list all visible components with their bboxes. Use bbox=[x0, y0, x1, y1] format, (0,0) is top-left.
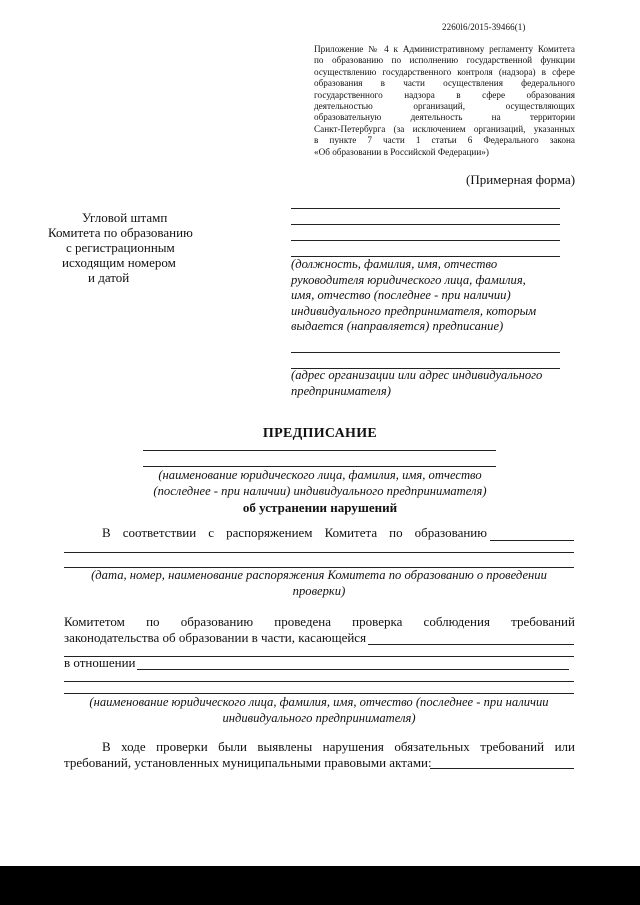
order-word: В bbox=[102, 525, 111, 540]
order-reference-text bbox=[102, 525, 487, 541]
scan-border bbox=[0, 866, 640, 905]
recipient-note-line: (должность, фамилия, имя, отчество bbox=[291, 257, 498, 271]
order-field-line[interactable] bbox=[64, 552, 574, 553]
inspection-field-line[interactable] bbox=[64, 656, 574, 657]
entity-note-line: (последнее - при наличии) индивидуального предпринимателя) bbox=[153, 483, 487, 498]
corner-stamp bbox=[48, 210, 230, 285]
appendix-line: образовательную деятельность на территории bbox=[314, 112, 575, 123]
inspection-word: по bbox=[146, 614, 160, 629]
appendix-line: государственного надзора в сфере образования bbox=[314, 89, 575, 100]
order-word: соответствии bbox=[122, 525, 197, 540]
subject-field-line[interactable] bbox=[64, 681, 574, 682]
violations-text-line2: требований, установленных муниципальными правовыми актами: bbox=[64, 755, 432, 770]
violations-word: нарушения bbox=[322, 739, 384, 754]
form-label: (Примерная форма) bbox=[466, 172, 576, 187]
stamp-line: с регистрационным bbox=[66, 240, 175, 255]
entity-note-line: (наименование юридического лица, фамилия, имя, отчество bbox=[158, 468, 482, 482]
violations-word: проверки bbox=[156, 739, 208, 754]
subject-note bbox=[64, 695, 574, 726]
violations-word: В bbox=[102, 739, 111, 754]
appendix-line: по образованию по исполнению государственной функции bbox=[314, 55, 575, 66]
inspection-text-line2: законодательства об образовании в части, касающейся bbox=[64, 630, 367, 645]
order-note bbox=[64, 568, 574, 599]
order-note-line: проверки) bbox=[292, 583, 346, 598]
stamp-line: Угловой штамп bbox=[82, 210, 168, 225]
document-subtitle: об устранении нарушений bbox=[242, 500, 398, 515]
recipient-field-line[interactable] bbox=[291, 208, 560, 209]
address-note bbox=[291, 368, 576, 399]
address-note-line: (адрес организации или адрес индивидуального bbox=[291, 368, 543, 382]
recipient-note-line: имя, отчество (последнее - при наличии) bbox=[291, 288, 511, 303]
appendix-line: деятельностью организаций, осуществляющих bbox=[314, 101, 575, 112]
document-title: ПРЕДПИСАНИЕ bbox=[262, 426, 378, 441]
recipient-note-line: индивидуального предпринимателя, которым bbox=[291, 303, 537, 318]
entity-field-line[interactable] bbox=[143, 466, 496, 467]
inspection-word: проверка bbox=[352, 614, 403, 629]
order-word: по bbox=[389, 525, 403, 540]
recipient-note-line: выдается (направляется) предписание) bbox=[291, 319, 504, 334]
stamp-line: Комитета по образованию bbox=[48, 225, 193, 240]
entity-field-line[interactable] bbox=[143, 450, 496, 451]
address-field-line[interactable] bbox=[291, 352, 560, 353]
subject-label: в отношении bbox=[64, 655, 136, 670]
appendix-line: осуществлению государственного контроля (надзора) в сфере bbox=[314, 66, 575, 77]
inspection-text bbox=[64, 614, 575, 630]
appendix-line: Приложение № 4 к Административному регламенту Комитета bbox=[314, 44, 575, 54]
violations-word: обязательных bbox=[394, 739, 470, 754]
order-word: распоряжением bbox=[226, 525, 313, 540]
violations-word: ходе bbox=[121, 739, 146, 754]
order-word: Комитета bbox=[324, 525, 378, 540]
inspection-word: требований bbox=[511, 614, 575, 629]
address-note-line: предпринимателя) bbox=[291, 383, 391, 398]
violations-word: требований bbox=[480, 739, 545, 754]
appendix-line: образования в части осуществления федерального bbox=[314, 78, 575, 89]
inspection-field-line[interactable] bbox=[368, 644, 574, 645]
order-word: образованию bbox=[414, 525, 487, 540]
subject-note-line: индивидуального предпринимателя) bbox=[222, 710, 416, 725]
order-field-line[interactable] bbox=[490, 540, 574, 541]
recipient-note-line: руководителя юридического лица, фамилия, bbox=[291, 272, 526, 287]
recipient-field-line[interactable] bbox=[291, 224, 560, 225]
subject-field-line[interactable] bbox=[137, 669, 569, 670]
appendix-line: Санкт-Петербурга (за исключением организаций, указанных bbox=[314, 123, 575, 134]
inspection-word: проведена bbox=[274, 614, 331, 629]
order-note-line: (дата, номер, наименование распоряжения Комитета по образованию о проведении bbox=[91, 568, 547, 582]
stamp-line: исходящим номером bbox=[62, 255, 176, 270]
violations-word: или bbox=[554, 739, 575, 754]
order-word: с bbox=[208, 525, 215, 540]
entity-note bbox=[60, 468, 580, 499]
subject-field-line[interactable] bbox=[64, 693, 574, 694]
violations-field-line[interactable] bbox=[430, 768, 574, 769]
violations-text bbox=[102, 739, 575, 755]
inspection-word: Комитетом bbox=[64, 614, 125, 629]
document-number: 2260l6/2015-39466(1) bbox=[442, 22, 526, 32]
appendix-line: в пункте 7 части 1 статьи 6 Федерального закона bbox=[314, 135, 575, 146]
subject-note-line: (наименование юридического лица, фамилия, имя, отчество (последнее - при наличии bbox=[89, 695, 549, 709]
appendix-text bbox=[314, 44, 575, 158]
stamp-line: и датой bbox=[88, 270, 130, 285]
inspection-word: соблюдения bbox=[423, 614, 490, 629]
inspection-word: образованию bbox=[180, 614, 254, 629]
recipient-note bbox=[291, 257, 576, 335]
recipient-field-line[interactable] bbox=[291, 240, 560, 241]
violations-word: выявлены bbox=[257, 739, 313, 754]
appendix-line: «Об образовании в Российской Федерации») bbox=[314, 146, 489, 157]
violations-word: были bbox=[218, 739, 247, 754]
